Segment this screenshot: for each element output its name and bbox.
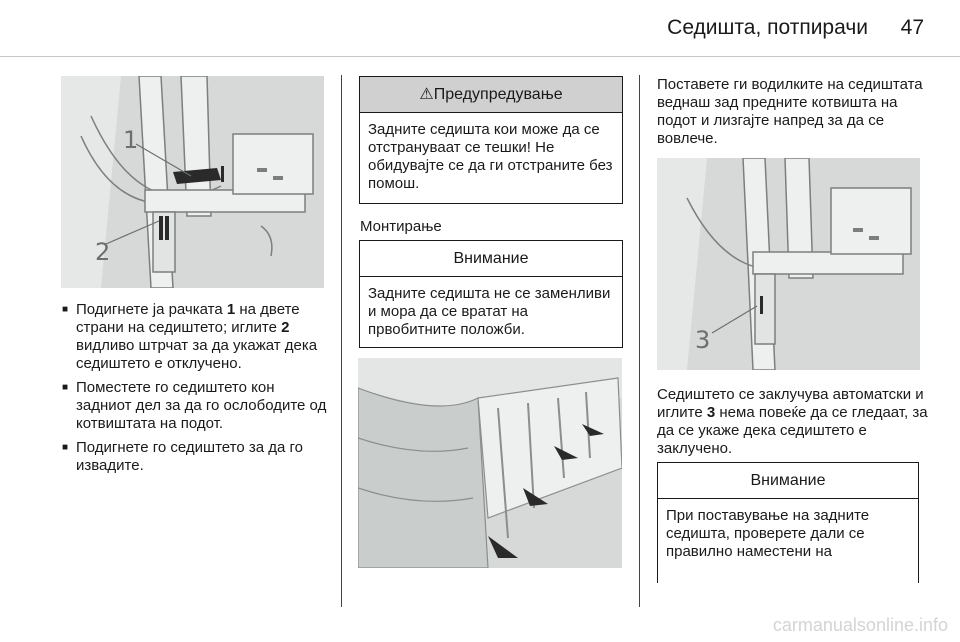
- seat-installation-illustration: [358, 358, 622, 568]
- locking-paragraph: Седиштето се заклучува автоматски и иглите 3 нема повеќе да се гледаат, за да се укаже дека седиштето е заклучено.: [657, 386, 928, 457]
- watermark: carmanualsonline.info: [772, 615, 948, 635]
- page-title: Седишта, потпирачи: [667, 16, 868, 39]
- intro-paragraph: Поставете ги водилките на седиштата веднаш зад предните котвишта на подот и лизгајте напред за да се вовлече.: [657, 76, 923, 147]
- column-divider: [341, 75, 342, 607]
- list-item: ■ Поместете го седиштето кон задниот дел за да го ослободите од котвиштата на подот.: [62, 379, 330, 433]
- notice-title: Внимание: [360, 241, 622, 277]
- header-divider: [0, 56, 960, 57]
- seat-release-illustration: [61, 76, 324, 288]
- column-divider: [639, 75, 640, 607]
- seat-locked-illustration: [657, 158, 920, 370]
- warning-title: Предупредување: [433, 86, 563, 103]
- removal-steps-list: [62, 301, 330, 481]
- notice-title: Внимание: [658, 463, 918, 499]
- warning-box: [359, 76, 623, 204]
- notice-box: [657, 462, 919, 583]
- callout-3: 3: [695, 326, 711, 354]
- list-item: ■ Подигнете ја рачката 1 на двете страни на седиштето; иглите 2 видливо штрчат за да укажат дека седиштето е отклучено.: [62, 301, 330, 373]
- section-heading: Монтирање: [360, 218, 442, 235]
- warning-header: [360, 77, 622, 113]
- notice-body: При поставување на задните седишта, проверете дали се правилно наместени на: [666, 507, 870, 560]
- list-item: ■ Подигнете го седиштето за да го извадите.: [62, 439, 330, 475]
- notice-body: Задните седишта не се заменливи и мора да се вратат на првобитните положби.: [368, 285, 611, 338]
- callout-1: 1: [123, 126, 139, 154]
- warning-body: Задните седишта кои може да се отстрануваат се тешки! Не обидувајте се да ги отстраните без помош.: [368, 121, 613, 192]
- notice-box: [359, 240, 623, 348]
- callout-2: 2: [95, 238, 111, 266]
- warning-icon: ⚠: [419, 86, 434, 103]
- page-number: 47: [900, 16, 924, 39]
